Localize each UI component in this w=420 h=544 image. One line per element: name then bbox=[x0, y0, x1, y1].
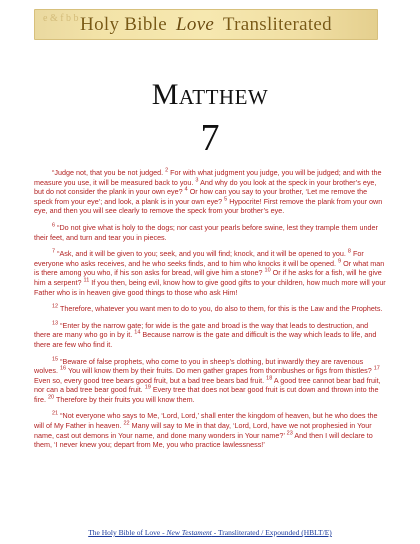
verse-text: Or what man is there among you who, if his son asks for bread, will give him a stone? bbox=[34, 258, 385, 278]
scripture-paragraph bbox=[34, 168, 386, 216]
verse-text: And why do you look at the speck in your brother’s eye, but do not consider the plank in your own eye? bbox=[34, 177, 377, 197]
verse bbox=[60, 366, 374, 375]
verse-number: 14 bbox=[134, 329, 141, 336]
footer-link[interactable] bbox=[88, 528, 332, 537]
verse-text: Every tree that does not bear good fruit is cut down and thrown into the fire. bbox=[34, 385, 379, 404]
chapter-number: 7 bbox=[200, 117, 220, 159]
verse-number: 2 bbox=[165, 167, 169, 174]
verse-text: “Enter by the narrow gate; for wide is the gate and broad is the way that leads to destruction, and there are many who go in by it. bbox=[34, 320, 369, 340]
verse-text: If you then, being evil, know how to give good gifts to your children, how much more will your Father who is in heaven give good things to those who ask Him! bbox=[34, 277, 386, 297]
verse bbox=[34, 278, 386, 297]
verse-text: Many will say to Me in that day, ‘Lord, Lord, have we not prophesied in Your name, cast out demons in Your name, and done many wonders in Your name?’ bbox=[34, 421, 372, 440]
verse-number: 4 bbox=[184, 186, 188, 193]
verse-number: 15 bbox=[52, 356, 59, 363]
footer-edition: - Transliterated / Expounded (HBLT/E) bbox=[211, 528, 332, 537]
verse-text: “Judge not, that you be not judged. bbox=[52, 168, 166, 177]
verse-text: “Not everyone who says to Me, ‘Lord, Lord,’ shall enter the kingdom of heaven, but he who does the will of My Father in heaven. bbox=[34, 411, 378, 431]
verse-text: “Ask, and it will be given to you; seek, and you will find; knock, and it will be opened to you. bbox=[57, 249, 348, 259]
page-footer bbox=[0, 528, 420, 537]
verse-text: Even so, every good tree bears good fruit, but a bad tree bears bad fruit. bbox=[34, 375, 267, 385]
scripture-paragraph bbox=[34, 223, 386, 242]
verse-text: Therefore, whatever you want men to do to you, do also to them, for this is the Law and the Prophets. bbox=[60, 304, 383, 314]
verse-number: 8 bbox=[347, 248, 351, 255]
verse-number: 20 bbox=[47, 394, 55, 401]
verse-number: 22 bbox=[123, 420, 130, 427]
verse-text: For with what judgment you judge, you will be judged; and with the measure you use, it will be measured back to you. bbox=[34, 168, 382, 187]
verse-number: 21 bbox=[52, 411, 59, 418]
verse-number: 10 bbox=[264, 267, 271, 274]
verse bbox=[48, 395, 195, 404]
verse bbox=[52, 249, 348, 258]
scripture-paragraph bbox=[34, 249, 386, 297]
verse bbox=[34, 223, 378, 242]
verse-number: 9 bbox=[338, 258, 342, 265]
verse-number: 6 bbox=[52, 222, 56, 229]
verse bbox=[52, 168, 165, 177]
verse-number: 13 bbox=[52, 320, 59, 327]
title-banner bbox=[34, 9, 378, 40]
verse-text: You will know them by their fruits. Do men gather grapes from thornbushes or figs from thistles? bbox=[67, 366, 374, 376]
verse-number: 16 bbox=[59, 365, 67, 372]
verse-number: 12 bbox=[52, 303, 59, 310]
verse-number: 17 bbox=[373, 365, 380, 372]
footer-title: The Holy Bible of Love - bbox=[88, 528, 167, 537]
verse bbox=[52, 304, 382, 313]
verse-number: 19 bbox=[144, 384, 151, 391]
banner-title-love: Love bbox=[176, 13, 215, 35]
scripture-paragraph bbox=[34, 411, 386, 449]
banner-title-prefix: Holy Bible bbox=[80, 13, 167, 35]
verse-text: And then I will declare to them, ‘I never knew you; depart from Me, you who practice lawlessness!’ bbox=[34, 430, 373, 450]
banner-title bbox=[80, 14, 332, 36]
verse-text: Therefore by their fruits you will know them. bbox=[55, 394, 195, 404]
verse-text: A good tree cannot bear bad fruit, nor can a bad tree bear good fruit. bbox=[34, 375, 381, 395]
scripture-paragraph bbox=[34, 357, 386, 405]
verse-text: Or how can you say to your brother, ‘Let me remove the speck from your eye’; and look, a plank is in your own eye? bbox=[34, 187, 368, 206]
verse-text: Or if he asks for a fish, will he give him a serpent? bbox=[34, 268, 382, 287]
banner-ornament: e & f b b bbox=[43, 13, 79, 24]
verse-text: For everyone who asks receives, and he who seeks finds, and to him who knocks it will be opened. bbox=[34, 249, 364, 268]
scripture-text bbox=[34, 168, 386, 457]
scripture-paragraph bbox=[34, 304, 386, 314]
verse-number: 3 bbox=[195, 177, 199, 184]
verse-number: 11 bbox=[83, 277, 90, 284]
verse-text: “Do not give what is holy to the dogs; nor cast your pearls before swine, lest they trample them under their feet, and turn and tear you in pieces. bbox=[34, 222, 378, 242]
verse-number: 23 bbox=[286, 430, 293, 437]
banner-title-suffix: Transliterated bbox=[222, 13, 332, 35]
book-title: Matthew bbox=[151, 78, 269, 111]
verse-number: 7 bbox=[52, 248, 56, 255]
verse-text: “Beware of false prophets, who come to you in sheep’s clothing, but inwardly they are ravenous wolves. bbox=[34, 356, 364, 376]
scripture-paragraph bbox=[34, 321, 386, 350]
verse-text: Because narrow is the gate and difficult is the way which leads to life, and there are few who find it. bbox=[34, 330, 377, 349]
verse-number: 18 bbox=[266, 375, 273, 382]
footer-testament: New Testament bbox=[166, 528, 212, 537]
verse-text: Hypocrite! First remove the plank from your own eye, and then you will see clearly to remove the speck from your brother’s eye. bbox=[34, 196, 383, 216]
verse-number: 5 bbox=[224, 196, 228, 203]
